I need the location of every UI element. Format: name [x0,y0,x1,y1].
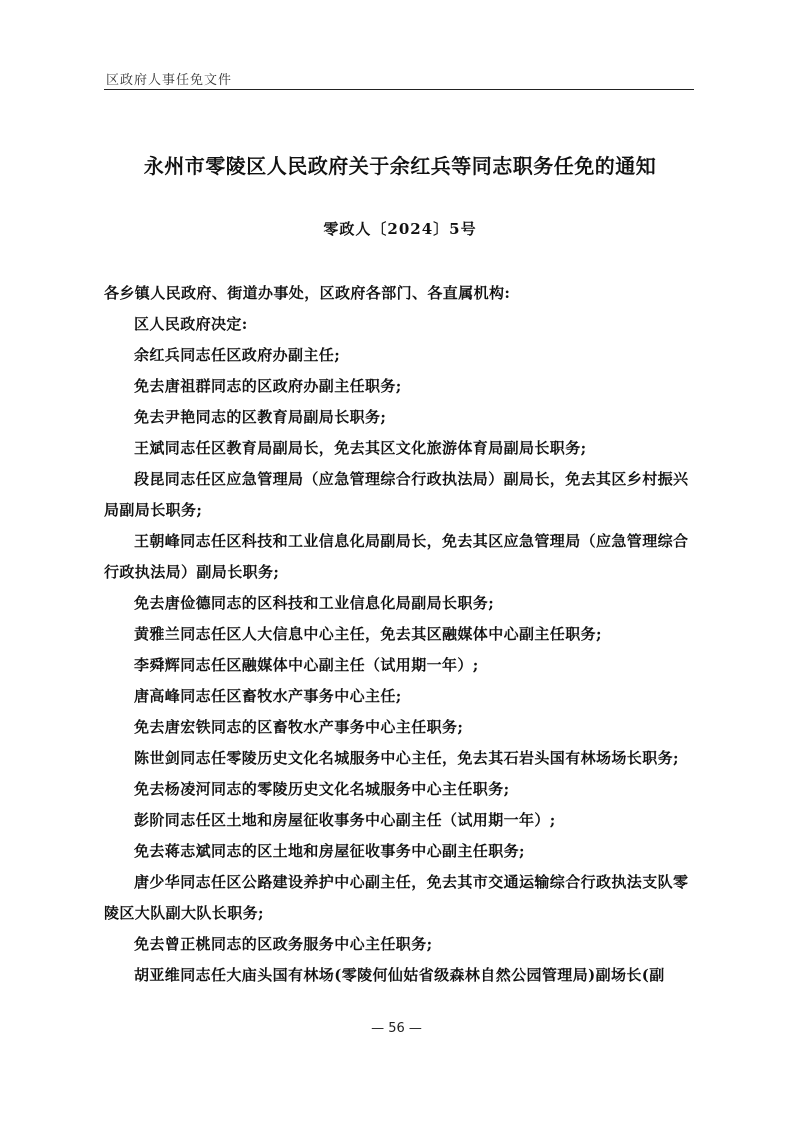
paragraph: 唐高峰同志任区畜牧水产事务中心主任; [134,687,402,705]
salutation: 各乡镇人民政府、街道办事处，区政府各部门、各直属机构: [104,284,511,302]
paragraph: 李舜辉同志任区融媒体中心副主任（试用期一年）; [134,656,479,674]
paragraph: 胡亚维同志任大庙头国有林场(零陵何仙姑省级森林自然公园管理局)副场长(副 [134,966,665,984]
paragraph: 王斌同志任区教育局副局长，免去其区文化旅游体育局副局长职务; [134,439,587,457]
paragraph: 免去尹艳同志的区教育局副局长职务; [134,408,387,426]
paragraph: 免去蒋志斌同志的区土地和房屋征收事务中心副主任职务; [134,842,525,860]
paragraph: 区人民政府决定: [134,315,248,333]
paragraph: 免去唐宏铁同志的区畜牧水产事务中心主任职务; [134,718,464,736]
paragraph: 余红兵同志任区政府办副主任; [134,346,341,364]
document-header-label: 区政府人事任免文件 [106,73,233,88]
paragraph: 黄雅兰同志任区人大信息中心主任，免去其区融媒体中心副主任职务; [134,625,602,643]
paragraph: 段昆同志任区应急管理局（应急管理综合行政执法局）副局长，免去其区乡村振兴局副局长职务; [104,470,689,519]
paragraph: 陈世剑同志任零陵历史文化名城服务中心主任，免去其石岩头国有林场场长职务; [134,749,679,767]
paragraph: 免去唐俭德同志的区科技和工业信息化局副局长职务; [134,594,495,612]
paragraph: 王朝峰同志任区科技和工业信息化局副局长，免去其区应急管理局（应急管理综合行政执法局）副局长职务; [104,532,689,581]
paragraph: 免去杨凌河同志的零陵历史文化名城服务中心主任职务; [134,780,510,798]
paragraph: 彭阶同志任区土地和房屋征收事务中心副主任（试用期一年）; [134,811,556,829]
header-divider [104,89,694,90]
document-title: 永州市零陵区人民政府关于余红兵等同志职务任免的通知 [143,154,657,178]
document-body [104,278,696,991]
document-number: 零政人〔2024〕5号 [323,220,477,238]
page-number: — 56 — [371,1021,422,1036]
paragraph: 免去曾正桃同志的区政务服务中心主任职务; [134,935,433,953]
paragraph: 唐少华同志任区公路建设养护中心副主任，免去其市交通运输综合行政执法支队零陵区大队副大队长职务; [104,873,689,922]
paragraph: 免去唐祖群同志的区政府办副主任职务; [134,377,402,395]
